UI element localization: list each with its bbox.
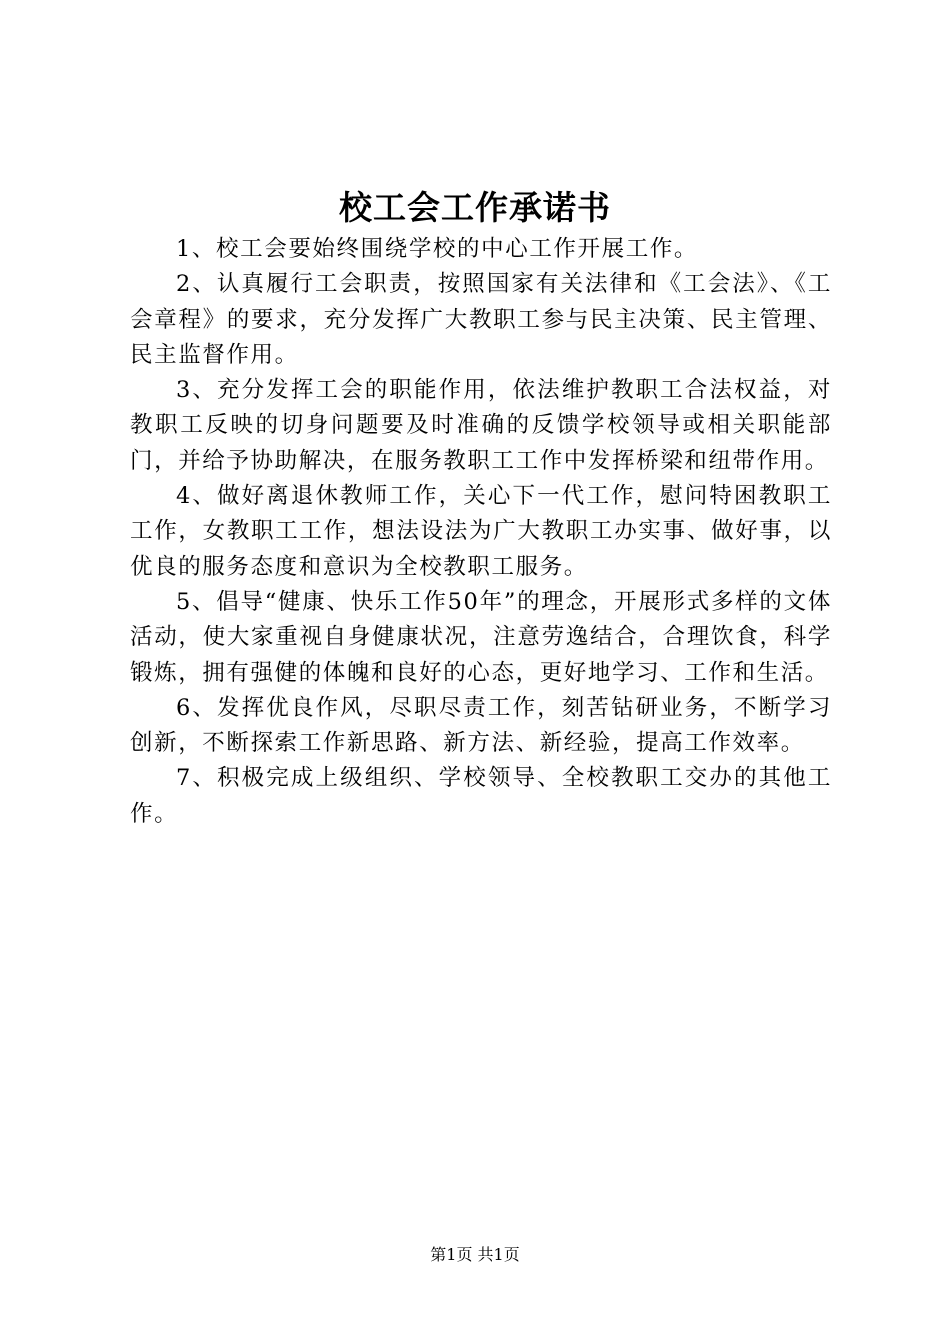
paragraph-2: 2、认真履行工会职责，按照国家有关法律和《工会法》、《工会章程》的要求，充分发挥广大教职工参与民主决策、民主管理、民主监督作用。 bbox=[130, 271, 832, 368]
paragraph-5: 5、倡导“健康、快乐工作50年”的理念，开展形式多样的文体活动，使大家重视自身健康状况，注意劳逸结合，合理饮食，科学锻炼，拥有强健的体魄和良好的心态，更好地学习、工作和生活。 bbox=[130, 588, 832, 686]
paragraph-6: 6、发挥优良作风，尽职尽责工作，刻苦钻研业务，不断学习创新，不断探索工作新思路、新方法、新经验，提高工作效率。 bbox=[130, 694, 832, 757]
paragraph-7: 7、积极完成上级组织、学校领导、全校教职工交办的其他工作。 bbox=[130, 765, 832, 827]
page-footer: 第1页 共1页 bbox=[430, 1245, 520, 1264]
paragraph-1: 1、校工会要始终围绕学校的中心工作开展工作。 bbox=[176, 236, 699, 262]
paragraph-3: 3、充分发挥工会的职能作用，依法维护教职工合法权益，对教职工反映的切身问题要及时准确的反馈学校领导或相关职能部门，并给予协助解决，在服务教职工工作中发挥桥梁和纽带作用。 bbox=[130, 377, 832, 474]
document-body bbox=[130, 232, 832, 832]
paragraph-4: 4、做好离退休教师工作，关心下一代工作，慰问特困教职工工作，女教职工工作，想法设法为广大教职工办实事、做好事，以优良的服务态度和意识为全校教职工服务。 bbox=[130, 483, 832, 580]
document-title: 校工会工作承诺书 bbox=[339, 188, 611, 227]
